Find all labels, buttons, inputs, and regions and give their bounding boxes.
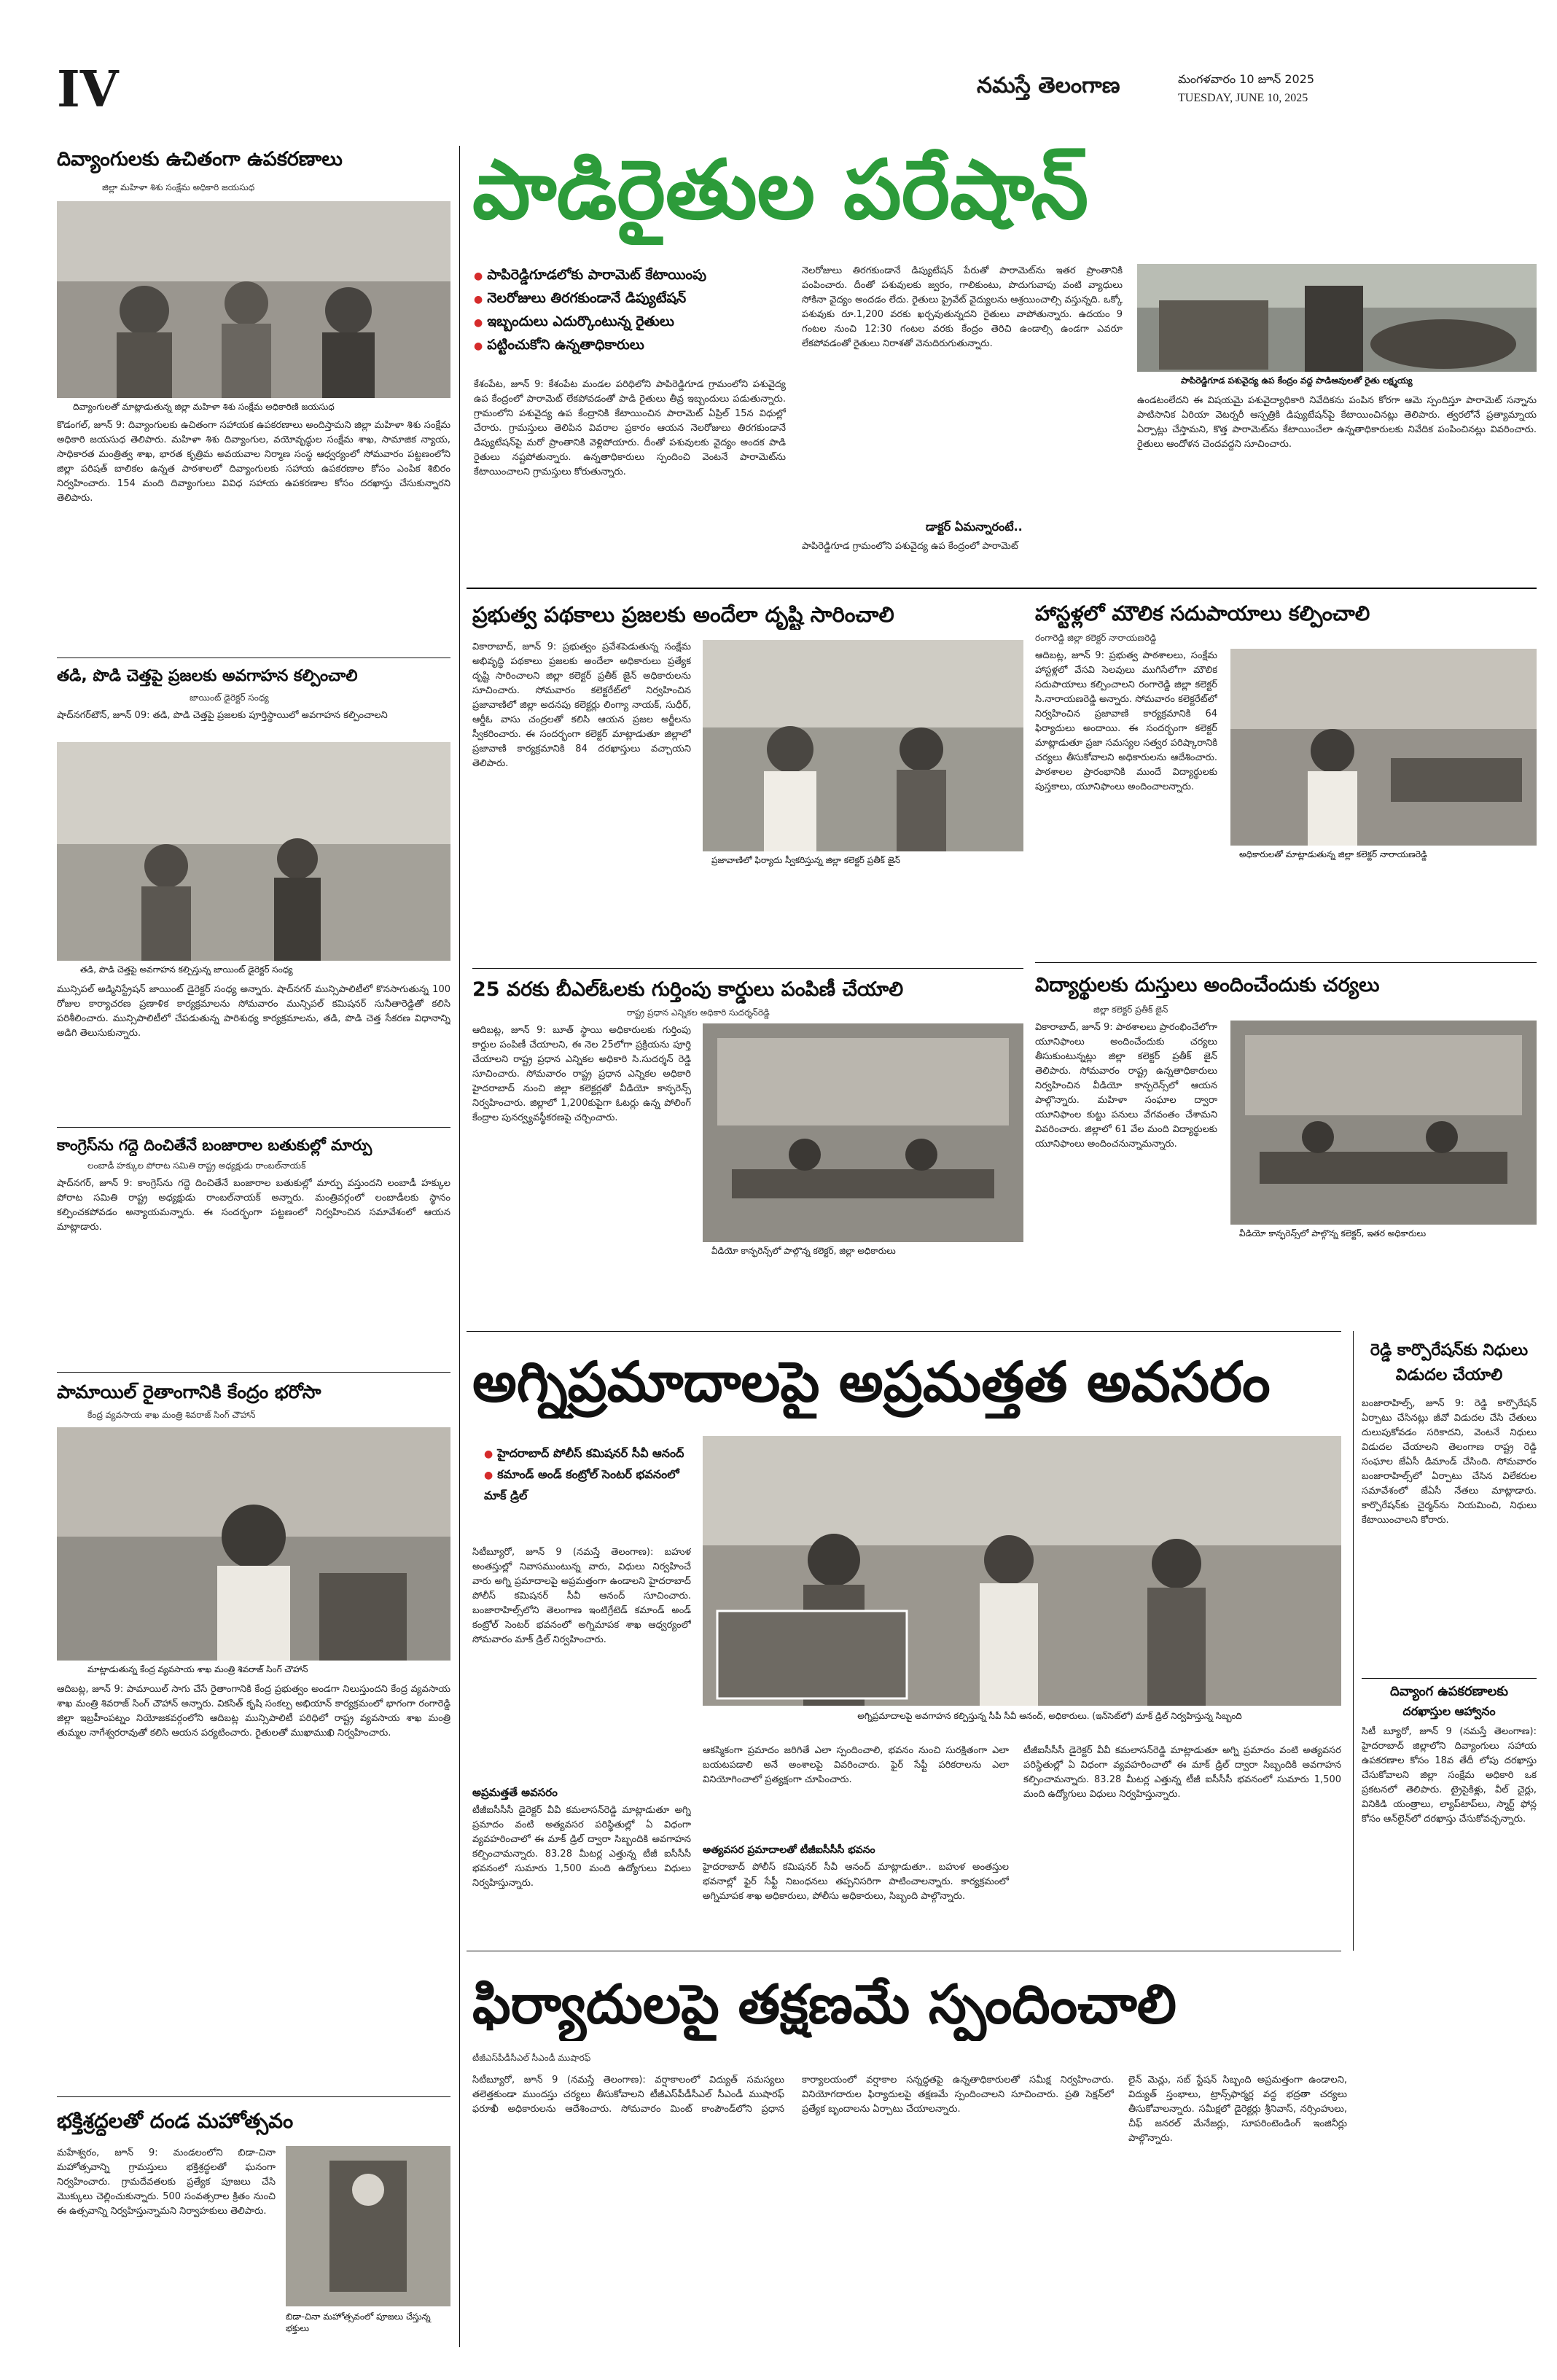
- lead-bullet: ● ఇబ్బందులు ఎదుర్కొంటున్న రైతులు: [474, 311, 780, 334]
- mid-story2-caption: వీడియో కాన్ఫరెన్స్‌లో పాల్గొన్న కలెక్టర్, జిల్లా అధికారులు: [711, 1246, 896, 1256]
- right-story1-headline: హాస్టళ్లలో మౌలిక సదుపాయాలు కల్పించాలి: [1035, 601, 1370, 625]
- mid-story3-body2: టీజీఐసీసీసీ డైరెక్టర్ వీవీ కమలాసన్‌రెడ్డి మాట్లాడుతూ అగ్ని ప్రమాదం వంటి అత్యవసర పరిస్థితుల్లో ఏ విధంగా వ్యవహరించాలో ఈ మాక్ డ్రిల్ ద్వారా సిబ్బందికి అవగాహన కల్పించామన్నారు. 83.28 మీటర్ల ఎత్తున్న టీజీ ఐసీసీసీ భవనంలో సుమారు 1,500 మంది ఉద్యోగులు విధులు నిర్వహిస్తున్నారు.: [472, 1805, 691, 1889]
- lead-column-3: ఉండటంలేదని ఈ విషయమై పశువైద్యాధికారి నివేదికను పంపిన కోరగా ఆమె స్పందిస్తూ పారామెట్ సన్నాను పాటిసానిక ఏరియా వెటర్నరీ ఆస్పత్రికి డిప్యుటేషన్‌పై కేటాయించినట్లు తెలిపారు. త్వరలోనే ప్రత్యామ్నాయ ఏర్పాట్లు చేస్తామని, కొత్త పారామెట్‌ను కేటాయించేలా ఉన్నతాధికారులకు నివేదిక పంపించినట్లు వివరించారు. రైతులు ఆందోళన చెందవద్దని సూచించారు.: [1137, 395, 1537, 450]
- mid-story2-body: ఆదిబట్ల, జూన్ 9: బూత్ స్థాయి అధికారులకు గుర్తింపు కార్డుల పంపిణీ చేయాలని, ఈ నెల 25లోగా ప్రక్రియను పూర్తి చేయాలని రాష్ట్ర ప్రధాన ఎన్నికల అధికారి సి.సుదర్శన్ రెడ్డి సూచించారు. సోమవారం రాష్ట్ర ప్రధాన ఎన్నికల అధికారి హైదరాబాద్ నుంచి జిల్లా కలెక్టర్లతో వీడియో కాన్ఫరెన్స్ నిర్వహించారు. జిల్లాలో 1,200కుపైగా ఓటర్లు ఉన్న పోలింగ్ కేంద్రాల పునర్వ్యవస్థీకరణపై చర్చించారు.: [472, 1025, 691, 1123]
- mid-story2-byline: రాష్ట్ర ప్రధాన ఎన్నికల అధికారి సుదర్శన్‌రెడ్డి: [627, 1007, 770, 1018]
- mid-story3-bullet: ● కమాండ్ అండ్ కంట్రోల్ సెంటర్ భవనంలో మాక్ డ్రిల్: [484, 1464, 703, 1506]
- mid-story3-headline: అగ్నిప్రమాదాలపై అప్రమత్తత అవసరం: [472, 1349, 1271, 1414]
- mid-story3-body4: హైదరాబాద్ పోలీస్ కమిషనర్ సీవీ ఆనంద్ మాట్లాడుతూ.. బహుళ అంతస్తుల భవనాల్లో ఫైర్ సేఫ్టీ నిబంధనలు తప్పనిసరిగా పాటించాలన్నారు. కార్యక్రమంలో అగ్నిమాపక శాఖ అధికారులు, పోలీసు అధికారులు, సిబ్బంది పాల్గొన్నారు.: [703, 1862, 1009, 1902]
- mid-story3-bullets: [484, 1443, 703, 1506]
- date-english: TUESDAY, JUNE 10, 2025: [1178, 92, 1308, 104]
- column-divider: [459, 146, 460, 2347]
- right-story1-byline: రంగారెడ్డి జిల్లా కలెక్టర్ నారాయణరెడ్డి: [1035, 633, 1157, 643]
- left-story2-photo: [57, 742, 450, 961]
- left-story5-headline: భక్తిశ్రద్ధలతో దండ మహోత్సవం: [57, 2109, 294, 2133]
- right-story1-caption: అధికారులతో మాట్లాడుతున్న జిల్లా కలెక్టర్ నారాయణరెడ్డి: [1239, 849, 1427, 859]
- mid-story2-headline: 25 వరకు బీఎల్‌ఓలకు గుర్తింపు కార్డులు పంపిణీ చేయాలి: [472, 978, 904, 1001]
- left-story5-caption: బిడా-చినా మహోత్సవంలో పూజలు చేస్తున్న భక్తులు: [286, 2311, 431, 2333]
- lead-headline: పాడిరైతుల పరేషాన్: [472, 143, 1089, 238]
- lead-photo-caption: పాపిరెడ్డిగూడ పశువైద్య ఉప కేంద్రం వద్ద పాడిఆవులతో రైతు లక్ష్మయ్య: [1181, 375, 1413, 386]
- page-number: IV: [57, 61, 119, 119]
- left-story3-body: షాద్‌నగర్, జూన్ 9: కాంగ్రెస్‌ను గద్దె దించితేనే బంజారాల బతుకుల్లో మార్పు వస్తుందని లంబాడీ హక్కుల పోరాట సమితి రాష్ట్ర అధ్యక్షుడు రాంబల్‌నాయక్ అన్నారు. మంత్రివర్గంలో లంబాడీలకు స్థానం కల్పించకపోవడం అన్యాయమన్నారు. ఈ సందర్భంగా పట్టణంలో నిర్వహించిన సమావేశంలో ఆయన మాట్లాడారు.: [57, 1178, 450, 1233]
- lead-bullet-list: [474, 264, 780, 357]
- mid-story1-caption: ప్రజావాణిలో ఫిర్యాదు స్వీకరిస్తున్న జిల్లా కలెక్టర్ ప్రతీక్ జైన్: [711, 855, 900, 865]
- section-divider: [467, 588, 1537, 589]
- right-divider: [1362, 1678, 1537, 1679]
- right-story4-headline2: దరఖాస్తుల ఆహ్వానం: [1402, 1704, 1496, 1718]
- lead-bullet: ● పట్టించుకోని ఉన్నతాధికారులు: [474, 334, 780, 357]
- left-divider: [57, 1372, 450, 1373]
- left-divider: [57, 1127, 450, 1128]
- mid-story1-headline: ప్రభుత్వ పథకాలు ప్రజలకు అందేలా దృష్టి సారించాలి: [472, 602, 894, 627]
- lead-column-1: కేశంపేట, జూన్ 9: కేశంపేట మండల పరిధిలోని పాపిరెడ్డిగూడ గ్రామంలోని పశువైద్య ఉప కేంద్రంలో పారామెట్ లేకపోవడంతో పాడి రైతులు తీవ్ర ఇబ్బందులు పడుతున్నారు. గ్రామంలోని పశువైద్య ఉప కేంద్రానికి కేటాయించిన పారామెట్ ఏప్రిల్ 15న విధుల్లో చేరారు. గ్రామస్తులు తెలిపిన వివరాల ప్రకారం ఆయన నెలరోజులు తిరగకుండానే డిప్యుటేషన్‌పై మరో ప్రాంతానికి వెళ్లిపోయారు. దీంతో పశువులకు వైద్యం అందక పాడి రైతులు నష్టపోతున్నారు. ఉన్నతాధికారులు స్పందించి వెంటనే పారామెట్‌ను కేటాయించాలని గ్రామస్తులు కోరుతున్నారు.: [474, 379, 786, 477]
- left-story1-byline: జిల్లా మహిళా శిశు సంక్షేమ అధికారి జయసుధ: [102, 182, 255, 192]
- right-story2-byline: జిల్లా కలెక్టర్ ప్రతీక్ జైన్: [1093, 1004, 1168, 1015]
- mid-story4-byline: టీజీఎస్‌పీడీసీఎల్ సీఎండీ ముషారఫ్: [472, 2053, 591, 2063]
- lead-column-2b: పాపిరెడ్డిగూడ గ్రామంలోని పశువైద్య ఉప కేంద్రంలో పారామెట్: [802, 541, 1018, 552]
- right-story4-body: సిటీ బ్యూరో, జూన్ 9 (నమస్తే తెలంగాణ): హైదరాబాద్ జిల్లాలోని దివ్యాంగులు సహాయ ఉపకరణాల కోసం 18వ తేదీ లోపు దరఖాస్తు చేసుకోవాలని జిల్లా సంక్షేమ అధికారి ఒక ప్రకటనలో తెలిపారు. ట్రైసైకిళ్లు, వీల్ చైర్లు, వినికిడి యంత్రాలు, ల్యాప్‌టాప్‌లు, స్మార్ట్ ఫోన్ల కోసం ఆన్‌లైన్‌లో దరఖాస్తు చేసుకోవచ్చన్నారు.: [1362, 1726, 1537, 1825]
- lead-bullet: ● నెలరోజులు తిరగకుండానే డిప్యుటేషన్: [474, 287, 780, 311]
- right-story1-photo: [1230, 649, 1537, 846]
- right-story2-caption: వీడియో కాన్ఫరెన్స్‌లో పాల్గొన్న కలెక్టర్, ఇతర అధికారులు: [1239, 1228, 1427, 1238]
- mid-story4-body2: లైన్ మెన్లు, సబ్ స్టేషన్ సిబ్బంది అప్రమత్తంగా ఉండాలని, విద్యుత్ స్తంభాలు, ట్రాన్స్‌ఫార్మర్ల వద్ద భద్రతా చర్యలు తీసుకోవాలన్నారు. సమీక్షలో డైరెక్టర్లు శ్రీనివాస్, నర్సింహులు, చీఫ్ జనరల్ మేనేజర్లు, సూపరింటెండింగ్ ఇంజినీర్లు పాల్గొన్నారు.: [1128, 2075, 1347, 2144]
- left-story2-caption: తడి, పొడి చెత్తపై అవగాహన కల్పిస్తున్న జాయింట్ డైరెక్టర్ సంధ్య: [80, 964, 293, 975]
- lead-photo: [1137, 264, 1537, 372]
- newspaper-name: నమస్తే తెలంగాణ: [977, 73, 1120, 98]
- left-divider: [57, 2096, 450, 2097]
- left-story3-byline: లంబాడీ హక్కుల పోరాట సమితి రాష్ట్ర అధ్యక్షుడు రాంబల్‌నాయక్: [87, 1160, 306, 1171]
- left-story4-photo: [57, 1427, 450, 1661]
- right-divider: [1035, 962, 1537, 963]
- left-story4-headline: పామాయిల్ రైతాంగానికి కేంద్రం భరోసా: [57, 1381, 321, 1402]
- lead-column-2: నెలరోజులు తిరగకుండానే డిప్యుటేషన్ పేరుతో పారామెట్‌ను ఇతర ప్రాంతానికి పంపించారు. దీంతో పశువులకు జ్వరం, గాలికుంటు, పొదుగువాపు వంటి వ్యాధులు సోకినా వైద్యం అందడం లేదు. రైతులు ప్రైవేట్ వైద్యులను ఆశ్రయించాల్సి వస్తున్నది. ఒక్కో పశువుకు రూ.1,200 వరకు ఖర్చవుతున్నదని రైతులు వాపోతున్నారు. ఉదయం 9 గంటల నుంచి 12:30 గంటల వరకు కేంద్రం తెరిచి ఉండాల్సి ఉండగా ఎవరూ లేకపోవడంతో రైతులు నిరాశతో వెనుదిరుగుతున్నారు.: [802, 265, 1123, 349]
- mid-divider: [472, 968, 1023, 969]
- mid-story3-body1: సిటీబ్యూరో, జూన్ 9 (నమస్తే తెలంగాణ): బహుళ అంతస్తుల్లో నివాసముంటున్న వారు, విధులు నిర్వహించే వారు అగ్ని ప్రమాదాలపై అప్రమత్తంగా ఉండాలని హైదరాబాద్ పోలీస్ కమిషనర్ సీవీ ఆనంద్ సూచించారు. బంజారాహిల్స్‌లోని తెలంగాణ ఇంటిగ్రేటెడ్ కమాండ్ అండ్ కంట్రోల్ సెంటర్ భవనంలో అగ్నిమాపక శాఖ ఆధ్వర్యంలో సోమవారం మాక్ డ్రిల్ నిర్వహించారు.: [472, 1547, 691, 1645]
- left-story2-body: షాద్‌నగర్‌టౌన్, జూన్ 09: తడి, పొడి చెత్తపై ప్రజలకు పూర్తిస్థాయిలో అవగాహన కల్పించాలని: [57, 710, 388, 721]
- left-story1-caption: దివ్యాంగులతో మాట్లాడుతున్న జిల్లా మహిళా శిశు సంక్షేమ అధికారిణి జయసుధ: [73, 402, 335, 412]
- date-telugu: మంగళవారం 10 జూన్ 2025: [1178, 72, 1315, 86]
- right-story4-headline: దివ్యాంగ ఉపకరణాలకు: [1390, 1684, 1508, 1699]
- mid-story2-photo: [703, 1023, 1023, 1242]
- right-divider: [1353, 1331, 1354, 1951]
- mid-story3-body3: ఆకస్మికంగా ప్రమాదం జరిగితే ఎలా స్పందించాలి, భవనం నుంచి సురక్షితంగా ఎలా బయటపడాలి అనే అంశాలపై వివరించారు. ఫైర్ సేఫ్టీ పరికరాలను ఎలా వినియోగించాలో ప్రత్యక్షంగా చూపించారు.: [703, 1745, 1009, 1785]
- mid-story3-body4b: టీజీఐసీసీసీ డైరెక్టర్ వీవీ కమలాసన్‌రెడ్డి మాట్లాడుతూ అగ్ని ప్రమాదం వంటి అత్యవసర పరిస్థితుల్లో ఏ విధంగా వ్యవహరించాలో ఈ మాక్ డ్రిల్ ద్వారా సిబ్బందికి అవగాహన కల్పించామన్నారు. 83.28 మీటర్ల ఎత్తున్న టీజీ ఐసీసీసీ భవనంలో సుమారు 1,500 మంది ఉద్యోగులు విధులు నిర్వహిస్తున్నారు.: [1023, 1745, 1341, 1800]
- left-story1-headline: దివ్యాంగులకు ఉచితంగా ఉపకరణాలు: [57, 148, 343, 171]
- right-story3-body: బంజారాహిల్స్, జూన్ 9: రెడ్డి కార్పొరేషన్ ఏర్పాటు చేసినట్లు జీవో విడుదల చేసి చేతులు దులుపుకోవడం సరికాదని, వెంటనే నిధులు విడుదల చేయాలని తెలంగాణ రాష్ట్ర రెడ్డి సంఘాల జేఏసీ డిమాండ్ చేసింది. సోమవారం బంజారాహిల్స్‌లో ఏర్పాటు చేసిన విలేకరుల సమావేశంలో జేఏసీ నేతలు మాట్లాడారు. కార్పొరేషన్‌కు చైర్మన్‌ను నియమించి, నిధులు కేటాయించాలని కోరారు.: [1362, 1398, 1537, 1526]
- left-story5-body: మహేశ్వరం, జూన్ 9: మండలంలోని బిడా-చినా మహోత్సవాన్ని గ్రామస్తులు భక్తిశ్రద్ధలతో ఘనంగా నిర్వహించారు. గ్రామదేవతలకు ప్రత్యేక పూజలు చేసి మొక్కులు చెల్లించుకున్నారు. 500 సంవత్సరాల క్రితం నుంచి ఈ ఉత్సవాన్ని నిర్వహిస్తున్నామని నిర్వాహకులు తెలిపారు.: [57, 2147, 276, 2217]
- right-story2-body: వికారాబాద్, జూన్ 9: పాఠశాలలు ప్రారంభించేలోగా యూనిఫాంలు అందించేందుకు చర్యలు తీసుకుంటున్నట్లు జిల్లా కలెక్టర్ ప్రతీక్ జైన్ తెలిపారు. సోమవారం రాష్ట్ర ఉన్నతాధికారులు నిర్వహించిన వీడియో కాన్ఫరెన్స్‌లో ఆయన పాల్గొన్నారు. మహిళా సంఘాల ద్వారా యూనిఫాంల కుట్టు పనులు వేగవంతం చేశామని వివరించారు. జిల్లాలో 61 వేల మంది విద్యార్థులకు యూనిఫాంలు అందించనున్నామన్నారు.: [1035, 1022, 1217, 1150]
- mid-story1-photo: [703, 640, 1023, 851]
- left-story2-headline: తడి, పొడి చెత్తపై ప్రజలకు అవగాహన కల్పించాలి: [57, 667, 358, 685]
- mid-story3-bullet: ● హైదరాబాద్ పోలీస్ కమిషనర్ సీవీ ఆనంద్: [484, 1443, 703, 1464]
- lead-bullet: ● పాపిరెడ్డిగూడలోకు పారామెట్ కేటాయింపు: [474, 264, 780, 287]
- mid-story3-subhead2: అత్యవసర ప్రమాదాలతో టీజీఐసీసీసీ భవనం: [703, 1844, 875, 1856]
- right-story1-body: ఆదిబట్ల, జూన్ 9: ప్రభుత్వ పాఠశాలలు, సంక్షేమ హాస్టళ్లలో వేసవి సెలవులు ముగిసేలోగా మౌలిక సదుపాయాలు కల్పించాలని రంగారెడ్డి జిల్లా కలెక్టర్ సి.నారాయణరెడ్డి అన్నారు. సోమవారం కలెక్టరేట్‌లో నిర్వహించిన ప్రజావాణి కార్యక్రమానికి 64 ఫిర్యాదులు అందాయి. ఈ సందర్భంగా కలెక్టర్ మాట్లాడుతూ ప్రజా సమస్యల సత్వర పరిష్కారానికి చర్యలు తీసుకోవాలని అధికారులను ఆదేశించారు. పాఠశాలల ప్రారంభానికి ముందే విద్యార్థులకు పుస్తకాలు, యూనిఫాంలు అందించాలన్నారు.: [1035, 650, 1217, 792]
- lead-subhead: డాక్టర్ ఏమన్నారంటే..: [926, 520, 1023, 534]
- left-story3-headline: కాంగ్రెస్‌ను గద్దె దించితేనే బంజారాల బతుకుల్లో మార్పు: [57, 1136, 372, 1154]
- section-divider: [467, 1331, 1341, 1332]
- mid-story3-photo: [703, 1436, 1341, 1706]
- mid-story1-body: వికారాబాద్, జూన్ 9: ప్రభుత్వం ప్రవేశపెడుతున్న సంక్షేమ అభివృద్ధి పథకాలు ప్రజలకు అందేలా అధికారులు ప్రత్యేక దృష్టి సారించాలని జిల్లా కలెక్టర్ ప్రతీక్ జైన్ అధికారులను సూచించారు. సోమవారం కలెక్టరేట్‌లో నిర్వహించిన ప్రజావాణిలో జిల్లా అదనపు కలెక్టర్లు లింగ్యా నాయక్, సుధీర్, ఆర్డీఓ వాసు చంద్రలతో కలిసి ఆయన ప్రజల అర్జీలను స్వీకరించారు. ఈ సందర్భంగా కలెక్టర్ మాట్లాడుతూ జిల్లాలో ప్రజావాణి కార్యక్రమానికి 84 దరఖాస్తులు వచ్చాయని తెలిపారు.: [472, 641, 691, 769]
- left-story5-photo: [286, 2146, 450, 2306]
- mid-story3-caption: అగ్నిప్రమాదాలపై అవగాహన కల్పిస్తున్న సీపీ సీవీ ఆనంద్, అధికారులు. (ఇన్‌సెట్‌లో) మాక్ డ్రిల్ నిర్వహిస్తున్న సిబ్బంది: [857, 1711, 1242, 1721]
- right-story2-headline: విద్యార్థులకు దుస్తులు అందించేందుకు చర్యలు: [1035, 974, 1380, 996]
- left-story1-body: కొడంగల్, జూన్ 9: దివ్యాంగులకు ఉచితంగా సహాయక ఉపకరణాలు అందిస్తామని జిల్లా మహిళా శిశు సంక్షేమ అధికారి జయసుధ తెలిపారు. మహిళా శిశు దివ్యాంగుల, వయోవృద్ధుల సంక్షేమ శాఖ, సామాజిక న్యాయ, సాధికారత మంత్రిత్వ శాఖ, భారత కృత్రిమ అవయవాల నిర్మాణ సంస్థ ఆధ్వర్యంలో సోమవారం పట్టణంలోని జిల్లా పరిషత్ బాలికల ఉన్నత పాఠశాలలో దివ్యాంగులకు సహాయ ఉపకరణాల కోసం ఎంపిక శిబిరం నిర్వహించారు. 154 మంది దివ్యాంగులు వివిధ సహాయ ఉపకరణాల కోసం దరఖాస్తు చేసుకున్నారని తెలిపారు.: [57, 420, 450, 504]
- left-story4-body: ఆదిబట్ల, జూన్ 9: పామాయిల్ సాగు చేసే రైతాంగానికి కేంద్ర ప్రభుత్వం అండగా నిలుస్తుందని కేంద్ర వ్యవసాయ శాఖ మంత్రి శివరాజ్ సింగ్ చౌహాన్ అన్నారు. వికసిత్ కృషి సంకల్ప అభియాన్ కార్యక్రమంలో భాగంగా రంగారెడ్డి జిల్లా ఇబ్రహీంపట్నం నియోజకవర్గంలోని ఆదిబట్ల మున్సిపాలిటీ పరిధిలో రాష్ట్ర వ్యవసాయ శాఖ మంత్రి తుమ్మల నాగేశ్వరరావుతో కలిసి ఆయన పర్యటించారు. రైతులతో ముఖాముఖి నిర్వహించారు.: [57, 1684, 450, 1739]
- mid-story4-body: సిటీబ్యూరో, జూన్ 9 (నమస్తే తెలంగాణ): వర్షాకాలంలో విద్యుత్ సమస్యలు తలెత్తకుండా ముందస్తు చర్యలు తీసుకోవాలని టీజీఎస్‌పీడీసీఎల్ సీఎండీ ముషారఫ్ ఫరూఖీ అధికారులను ఆదేశించారు. సోమవారం మింట్ కాంపౌండ్‌లోని ప్రధాన కార్యాలయంలో వర్షాకాల సన్నద్ధతపై ఉన్నతాధికారులతో సమీక్ష నిర్వహించారు. వినియోగదారుల ఫిర్యాదులపై తక్షణమే స్పందించాలని సూచించారు. ప్రతి సెక్షన్‌లో ప్రత్యేక బృందాలను ఏర్పాటు చేయాలన్నారు.: [472, 2075, 1114, 2115]
- left-story2-body2: మున్సిపల్ అడ్మినిస్ట్రేషన్ జాయింట్ డైరెక్టర్ సంధ్య అన్నారు. షాద్‌నగర్ మున్సిపాలిటీలో కొనసాగుతున్న 100 రోజుల కార్యాచరణ ప్రణాళిక కార్యక్రమాలను సోమవారం మున్సిపల్ కమిషనర్ సునీతారెడ్డితో కలిసి పరిశీలించారు. మున్సిపాలిటీలో చేపడుతున్న పారిశుధ్య కార్యక్రమాలను, తడి, పొడి చెత్త సేకరణ విధానాన్ని అడిగి తెలుసుకున్నారు.: [57, 984, 450, 1039]
- mid-story4-headline: ఫిర్యాదులపై తక్షణమే స్పందించాలి: [472, 1973, 1177, 2036]
- left-story4-byline: కేంద్ర వ్యవసాయ శాఖ మంత్రి శివరాజ్ సింగ్ చౌహాన్: [87, 1410, 256, 1420]
- right-story2-photo: [1230, 1021, 1537, 1225]
- left-story1-photo: [57, 201, 450, 398]
- mid-story3-subhead: అప్రమత్తతే అవసరం: [472, 1786, 558, 1799]
- left-story4-caption: మాట్లాడుతున్న కేంద్ర వ్యవసాయ శాఖ మంత్రి శివరాజ్ సింగ్ చౌహాన్: [87, 1664, 308, 1674]
- right-story3-headline: రెడ్డి కార్పొరేషన్‌కు నిధులు విడుదల చేయాలి: [1370, 1341, 1529, 1384]
- left-story2-byline: జాయింట్ డైరెక్టర్ సంధ్య: [190, 692, 269, 703]
